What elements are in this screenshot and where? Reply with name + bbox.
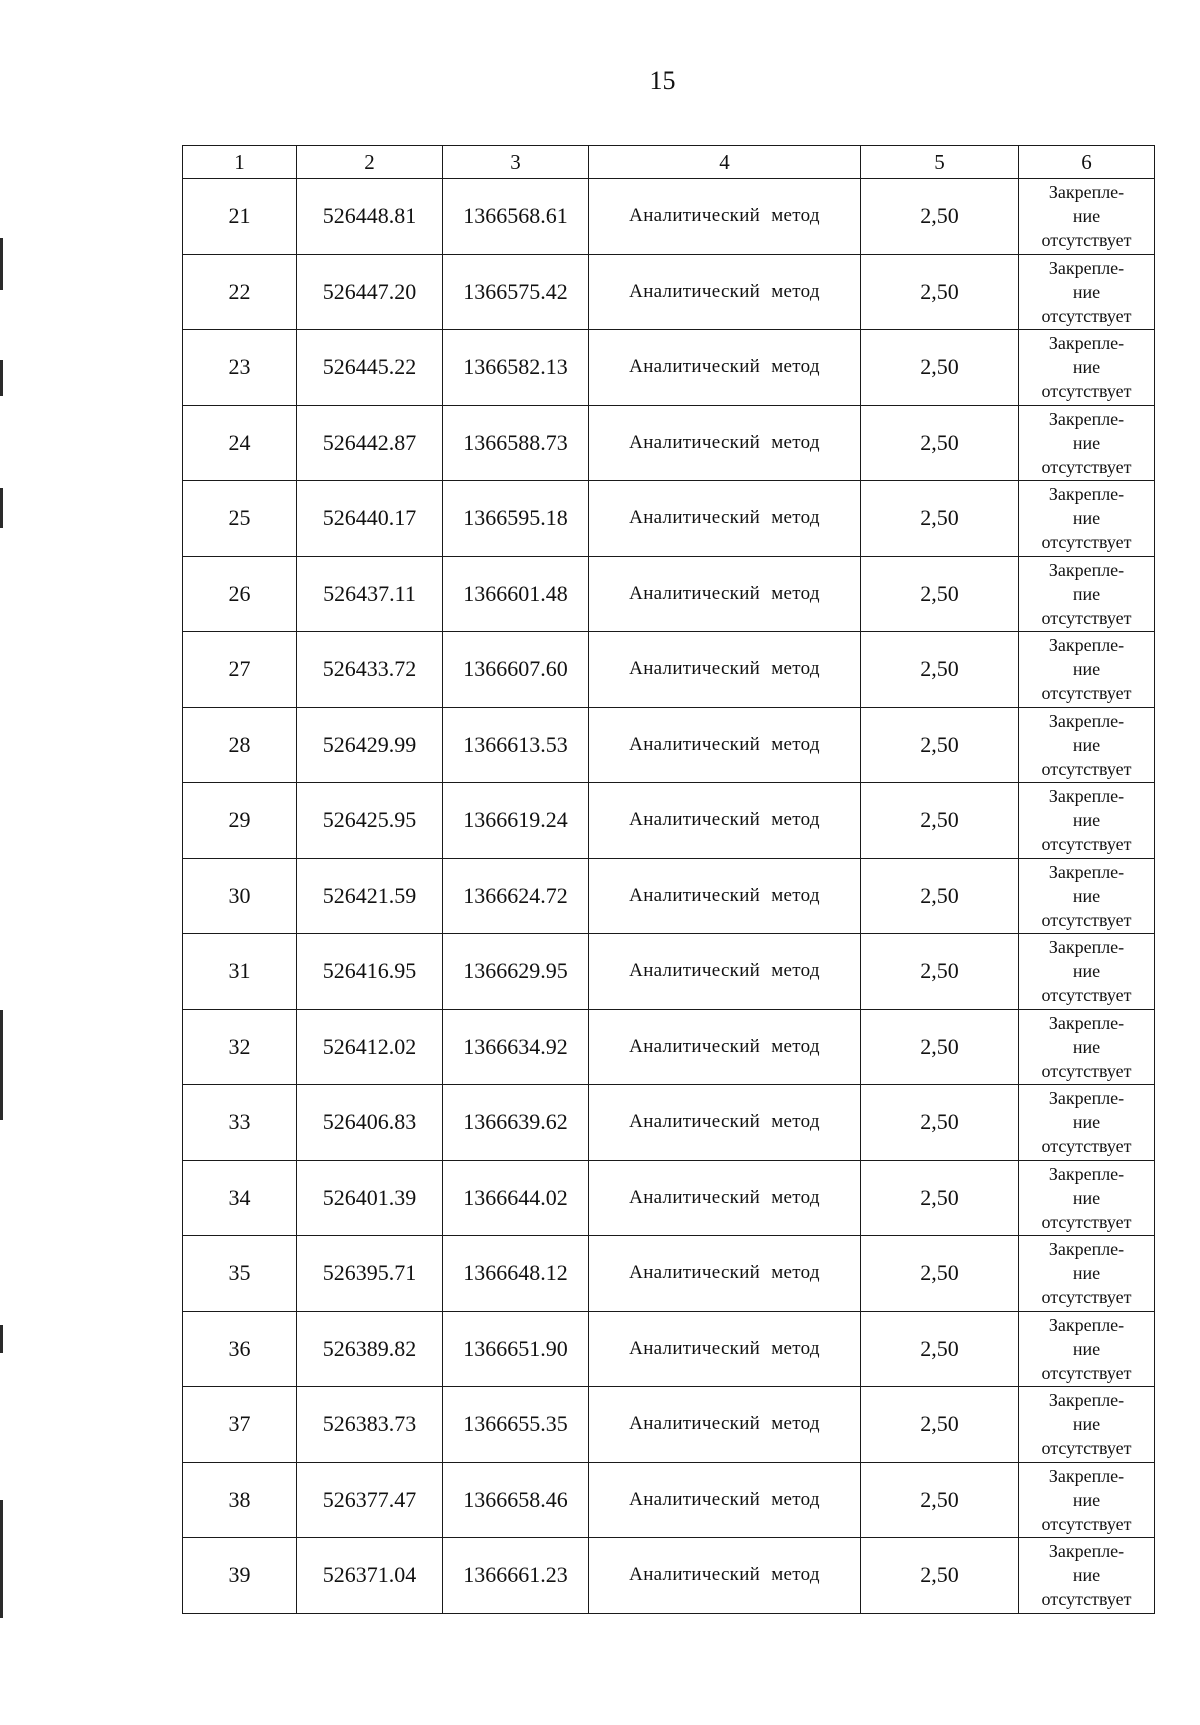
error-cell: 2,50 — [861, 179, 1019, 255]
y-coordinate-cell: 1366607.60 — [443, 632, 589, 708]
point-number-cell: 23 — [183, 330, 297, 406]
x-coordinate-cell: 526437.11 — [297, 556, 443, 632]
method-cell: Аналитический метод — [589, 632, 861, 708]
marker-status-cell — [1019, 1085, 1155, 1161]
method-cell: Аналитический метод — [589, 481, 861, 557]
error-cell: 2,50 — [861, 556, 1019, 632]
marker-status-line: ние — [1072, 1036, 1101, 1057]
marker-status-line: ние — [1072, 357, 1101, 378]
marker-status-line: ние — [1072, 1338, 1101, 1359]
table-row — [183, 481, 1155, 557]
point-number-cell: 35 — [183, 1236, 297, 1312]
table-row — [183, 330, 1155, 406]
scan-margin-mark — [0, 488, 3, 528]
point-number-cell: 21 — [183, 179, 297, 255]
table-row — [183, 405, 1155, 481]
x-coordinate-cell: 526406.83 — [297, 1085, 443, 1161]
page-number: 15 — [649, 66, 676, 95]
point-number-cell: 31 — [183, 934, 297, 1010]
error-cell: 2,50 — [861, 1236, 1019, 1312]
y-coordinate-cell: 1366595.18 — [443, 481, 589, 557]
error-cell: 2,50 — [861, 632, 1019, 708]
table-row — [183, 707, 1155, 783]
marker-status-cell — [1019, 1236, 1155, 1312]
table-row — [183, 1311, 1155, 1387]
point-number-cell: 27 — [183, 632, 297, 708]
error-cell: 2,50 — [861, 858, 1019, 934]
y-coordinate-cell: 1366661.23 — [443, 1538, 589, 1614]
marker-status-line: ние — [1072, 508, 1101, 529]
error-cell: 2,50 — [861, 1538, 1019, 1614]
marker-status-cell — [1019, 254, 1155, 330]
x-coordinate-cell: 526448.81 — [297, 179, 443, 255]
table-row — [183, 934, 1155, 1010]
marker-status-line: отсутствует — [1041, 834, 1132, 855]
marker-status-line: отсутствует — [1041, 1589, 1132, 1610]
marker-status-line: отсутствует — [1041, 456, 1132, 477]
marker-status-line: Закрепле- — [1048, 1239, 1125, 1260]
marker-status-cell — [1019, 1009, 1155, 1085]
point-number-cell: 39 — [183, 1538, 297, 1614]
scan-margin-mark — [0, 238, 3, 290]
marker-status-cell — [1019, 707, 1155, 783]
marker-status-cell — [1019, 556, 1155, 632]
table-row — [183, 1085, 1155, 1161]
marker-status-cell — [1019, 934, 1155, 1010]
scan-margin-mark — [0, 1325, 3, 1353]
error-cell: 2,50 — [861, 1085, 1019, 1161]
method-cell: Аналитический метод — [589, 934, 861, 1010]
table-row — [183, 556, 1155, 632]
marker-status-cell — [1019, 783, 1155, 859]
x-coordinate-cell: 526383.73 — [297, 1387, 443, 1463]
marker-status-line: отсутствует — [1041, 1513, 1132, 1534]
marker-status-line: отсутствует — [1041, 1287, 1132, 1308]
marker-status-line: Закрепле- — [1048, 484, 1125, 505]
marker-status-cell — [1019, 1160, 1155, 1236]
marker-status-line: Закрепле- — [1048, 1541, 1125, 1562]
marker-status-line: ние — [1072, 206, 1101, 227]
method-cell: Аналитический метод — [589, 405, 861, 481]
marker-status-cell — [1019, 1387, 1155, 1463]
marker-status-line: Закрепле- — [1048, 559, 1125, 580]
x-coordinate-cell: 526395.71 — [297, 1236, 443, 1312]
method-cell: Аналитический метод — [589, 1085, 861, 1161]
table-header-row — [183, 146, 1155, 179]
y-coordinate-cell: 1366568.61 — [443, 179, 589, 255]
x-coordinate-cell: 526377.47 — [297, 1462, 443, 1538]
y-coordinate-cell: 1366644.02 — [443, 1160, 589, 1236]
x-coordinate-cell: 526371.04 — [297, 1538, 443, 1614]
x-coordinate-cell: 526429.99 — [297, 707, 443, 783]
error-cell: 2,50 — [861, 1387, 1019, 1463]
method-cell: Аналитический метод — [589, 858, 861, 934]
error-cell: 2,50 — [861, 1462, 1019, 1538]
y-coordinate-cell: 1366601.48 — [443, 556, 589, 632]
method-cell: Аналитический метод — [589, 556, 861, 632]
x-coordinate-cell: 526440.17 — [297, 481, 443, 557]
marker-status-line: ние — [1072, 961, 1101, 982]
marker-status-cell — [1019, 632, 1155, 708]
marker-status-line: отсутствует — [1041, 909, 1132, 930]
marker-status-line: ние — [1072, 1187, 1101, 1208]
point-number-cell: 22 — [183, 254, 297, 330]
y-coordinate-cell: 1366575.42 — [443, 254, 589, 330]
column-header: 6 — [1019, 146, 1155, 179]
marker-status-line: ние — [1072, 810, 1101, 831]
x-coordinate-cell: 526433.72 — [297, 632, 443, 708]
marker-status-line: Закрепле- — [1048, 1465, 1125, 1486]
scan-margin-mark — [0, 360, 3, 396]
method-cell: Аналитический метод — [589, 783, 861, 859]
y-coordinate-cell: 1366651.90 — [443, 1311, 589, 1387]
x-coordinate-cell: 526442.87 — [297, 405, 443, 481]
scan-margin-mark — [0, 1500, 3, 1618]
x-coordinate-cell: 526425.95 — [297, 783, 443, 859]
marker-status-line: Закрепле- — [1048, 1012, 1125, 1033]
marker-status-line: отсутствует — [1041, 230, 1132, 251]
marker-status-line: ние — [1072, 281, 1101, 302]
x-coordinate-cell: 526416.95 — [297, 934, 443, 1010]
table-row — [183, 858, 1155, 934]
marker-status-line: отсутствует — [1041, 607, 1132, 628]
error-cell: 2,50 — [861, 405, 1019, 481]
table-row — [183, 1538, 1155, 1614]
error-cell: 2,50 — [861, 481, 1019, 557]
y-coordinate-cell: 1366629.95 — [443, 934, 589, 1010]
marker-status-line: ние — [1072, 1565, 1101, 1586]
x-coordinate-cell: 526447.20 — [297, 254, 443, 330]
marker-status-line: отсутствует — [1041, 381, 1132, 402]
point-number-cell: 37 — [183, 1387, 297, 1463]
column-header: 1 — [183, 146, 297, 179]
table-row — [183, 254, 1155, 330]
error-cell: 2,50 — [861, 783, 1019, 859]
marker-status-line: Закрепле- — [1048, 937, 1125, 958]
marker-status-line: отсутствует — [1041, 305, 1132, 326]
scan-margin-mark — [0, 1010, 3, 1120]
marker-status-line: Закрепле- — [1048, 257, 1125, 278]
x-coordinate-cell: 526401.39 — [297, 1160, 443, 1236]
y-coordinate-cell: 1366624.72 — [443, 858, 589, 934]
column-header: 2 — [297, 146, 443, 179]
marker-status-line: Закрепле- — [1048, 1390, 1125, 1411]
method-cell: Аналитический метод — [589, 254, 861, 330]
marker-status-cell — [1019, 330, 1155, 406]
marker-status-line: Закрепле- — [1048, 710, 1125, 731]
point-number-cell: 28 — [183, 707, 297, 783]
y-coordinate-cell: 1366582.13 — [443, 330, 589, 406]
marker-status-cell — [1019, 405, 1155, 481]
marker-status-cell — [1019, 1462, 1155, 1538]
method-cell: Аналитический метод — [589, 1311, 861, 1387]
marker-status-line: отсутствует — [1041, 758, 1132, 779]
x-coordinate-cell: 526412.02 — [297, 1009, 443, 1085]
marker-status-line: отсутствует — [1041, 1362, 1132, 1383]
method-cell: Аналитический метод — [589, 1009, 861, 1085]
marker-status-line: Закрепле- — [1048, 1314, 1125, 1335]
point-number-cell: 33 — [183, 1085, 297, 1161]
error-cell: 2,50 — [861, 1009, 1019, 1085]
marker-status-line: ние — [1072, 1414, 1101, 1435]
y-coordinate-cell: 1366619.24 — [443, 783, 589, 859]
y-coordinate-cell: 1366639.62 — [443, 1085, 589, 1161]
marker-status-line: Закрепле- — [1048, 182, 1125, 203]
marker-status-line: ние — [1072, 734, 1101, 755]
point-number-cell: 24 — [183, 405, 297, 481]
error-cell: 2,50 — [861, 934, 1019, 1010]
method-cell: Аналитический метод — [589, 1538, 861, 1614]
marker-status-cell — [1019, 179, 1155, 255]
marker-status-line: Закрепле- — [1048, 408, 1125, 429]
error-cell: 2,50 — [861, 330, 1019, 406]
column-header: 4 — [589, 146, 861, 179]
method-cell: Аналитический метод — [589, 1387, 861, 1463]
marker-status-line: ние — [1072, 1112, 1101, 1133]
y-coordinate-cell: 1366648.12 — [443, 1236, 589, 1312]
marker-status-line: отсутствует — [1041, 1438, 1132, 1459]
marker-status-line: Закрепле- — [1048, 1088, 1125, 1109]
table-row — [183, 1160, 1155, 1236]
column-header: 3 — [443, 146, 589, 179]
point-number-cell: 29 — [183, 783, 297, 859]
error-cell: 2,50 — [861, 254, 1019, 330]
marker-status-line: пие — [1072, 583, 1101, 604]
method-cell: Аналитический метод — [589, 707, 861, 783]
table-row — [183, 1236, 1155, 1312]
table-row — [183, 783, 1155, 859]
point-number-cell: 26 — [183, 556, 297, 632]
marker-status-line: отсутствует — [1041, 985, 1132, 1006]
marker-status-line: ние — [1072, 432, 1101, 453]
y-coordinate-cell: 1366613.53 — [443, 707, 589, 783]
marker-status-line: отсутствует — [1041, 1060, 1132, 1081]
marker-status-line: отсутствует — [1041, 683, 1132, 704]
marker-status-line: отсутствует — [1041, 532, 1132, 553]
point-number-cell: 25 — [183, 481, 297, 557]
x-coordinate-cell: 526421.59 — [297, 858, 443, 934]
marker-status-cell — [1019, 481, 1155, 557]
y-coordinate-cell: 1366588.73 — [443, 405, 589, 481]
marker-status-cell — [1019, 1538, 1155, 1614]
table-row — [183, 632, 1155, 708]
method-cell: Аналитический метод — [589, 1462, 861, 1538]
marker-status-line: ние — [1072, 659, 1101, 680]
column-header: 5 — [861, 146, 1019, 179]
point-number-cell: 30 — [183, 858, 297, 934]
table-row — [183, 1387, 1155, 1463]
method-cell: Аналитический метод — [589, 1236, 861, 1312]
table-row — [183, 179, 1155, 255]
point-number-cell: 32 — [183, 1009, 297, 1085]
x-coordinate-cell: 526445.22 — [297, 330, 443, 406]
marker-status-line: Закрепле- — [1048, 861, 1125, 882]
point-number-cell: 34 — [183, 1160, 297, 1236]
table-row — [183, 1462, 1155, 1538]
point-number-cell: 38 — [183, 1462, 297, 1538]
coordinates-table — [182, 145, 1155, 1614]
y-coordinate-cell: 1366634.92 — [443, 1009, 589, 1085]
marker-status-line: Закрепле- — [1048, 635, 1125, 656]
method-cell: Аналитический метод — [589, 330, 861, 406]
method-cell: Аналитический метод — [589, 1160, 861, 1236]
marker-status-line: отсутствует — [1041, 1136, 1132, 1157]
marker-status-line: отсутствует — [1041, 1211, 1132, 1232]
marker-status-line: Закрепле- — [1048, 1163, 1125, 1184]
marker-status-cell — [1019, 1311, 1155, 1387]
marker-status-line: ние — [1072, 1489, 1101, 1510]
method-cell: Аналитический метод — [589, 179, 861, 255]
marker-status-line: Закрепле- — [1048, 786, 1125, 807]
table-row — [183, 1009, 1155, 1085]
y-coordinate-cell: 1366658.46 — [443, 1462, 589, 1538]
marker-status-line: ние — [1072, 1263, 1101, 1284]
point-number-cell: 36 — [183, 1311, 297, 1387]
error-cell: 2,50 — [861, 1160, 1019, 1236]
marker-status-line: Закрепле- — [1048, 333, 1125, 354]
error-cell: 2,50 — [861, 707, 1019, 783]
error-cell: 2,50 — [861, 1311, 1019, 1387]
x-coordinate-cell: 526389.82 — [297, 1311, 443, 1387]
marker-status-cell — [1019, 858, 1155, 934]
y-coordinate-cell: 1366655.35 — [443, 1387, 589, 1463]
marker-status-line: ние — [1072, 885, 1101, 906]
